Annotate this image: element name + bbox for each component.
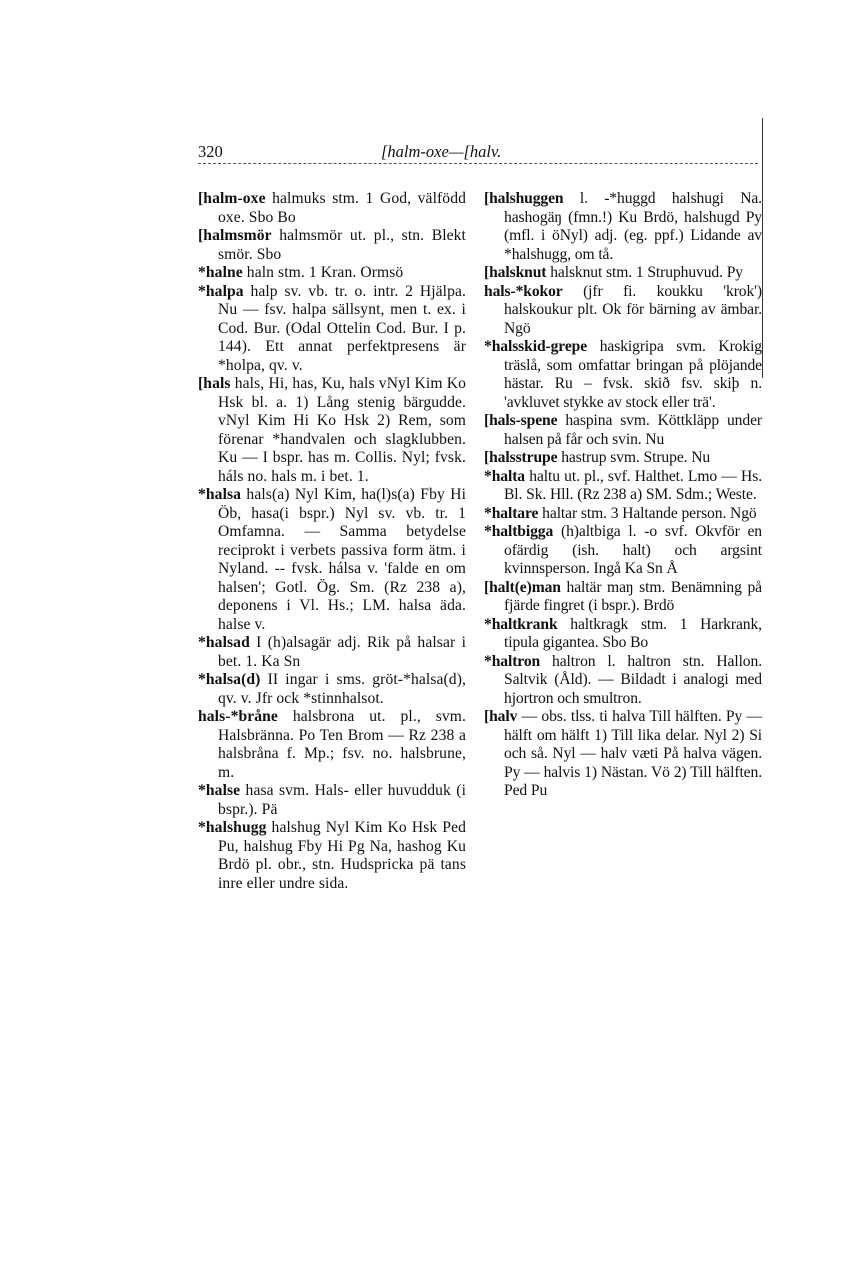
dictionary-entry <box>198 782 466 819</box>
entry-headword: [hals <box>198 375 231 392</box>
entry-headword: [halv <box>484 708 518 725</box>
entry-text: halmsmör ut. pl., stn. Blekt smör. Sbo <box>218 227 466 263</box>
margin-line <box>762 118 763 378</box>
dictionary-entry <box>198 708 466 782</box>
entry-headword: *halse <box>198 782 241 799</box>
dictionary-entry <box>198 634 466 671</box>
entry-headword: [halm-oxe <box>198 190 266 207</box>
entry-text: haltkragk stm. 1 Harkrank, tipula gigantea. Sbo Bo <box>504 615 762 651</box>
dictionary-entry <box>484 338 762 412</box>
dictionary-entry <box>484 579 762 616</box>
entry-text: hasa svm. Hals- eller huvudduk (i bspr.). Pä <box>218 782 466 818</box>
header-rule <box>198 163 758 164</box>
entry-text: halmuks stm. 1 God, välfödd oxe. Sbo Bo <box>218 190 466 226</box>
entry-headword: [halt(e)man <box>484 578 561 596</box>
page-number: 320 <box>198 142 223 161</box>
entry-text: haspina svm. Köttkläpp under halsen på får och svin. Nu <box>504 412 762 448</box>
dictionary-entry <box>198 190 466 227</box>
dictionary-entry <box>484 523 762 579</box>
entry-text: haln stm. 1 Kran. Ormsö <box>246 264 404 281</box>
entry-text: I (h)alsagär adj. Rik på halsar i bet. 1. Ka Sn <box>218 634 467 670</box>
dictionary-entry <box>198 283 466 376</box>
left-column <box>198 190 466 893</box>
entry-text: hals(a) Nyl Kim, ha(l)s(a) Fby Hi Öb, hasa(i bspr.) Nyl sv. vb. tr. 1 Omfamna. — Samma betydelse reciprokt i verbets passiva form ätm. i Nyland. -- fvsk. hálsa v. 'falde en om halsen'; Gotl. Ög. Sm. (Rz 238 a), deponens i Vl. Hs.; LM. halsa äda. halse v. <box>218 486 467 633</box>
entry-headword: hals-*kokor <box>484 282 563 300</box>
running-head: [halm-oxe—[halv. <box>381 142 502 161</box>
entry-text: halp sv. vb. tr. o. intr. 2 Hjälpa. Nu — fsv. halpa sällsynt, men t. ex. i Cod. Bur. (Odal Ottelin Cod. Bur. I p. 144). Ett annat perfektpresens är *holpa, qv. v. <box>218 282 466 374</box>
entry-text: hals, Hi, has, Ku, hals vNyl Kim Ko Hsk bl. a. 1) Lång stenig bärgudde. vNyl Kim Hi Ko Hsk 2) Rem, som förenar *handvalen och slagklubben. Ku — I bspr. has m. Collis. Nyl; fvsk. háls no. hals m. i bet. 1. <box>218 375 467 485</box>
dictionary-entry <box>484 505 762 524</box>
entry-headword: *halpa <box>198 282 244 300</box>
entry-text: halshug Nyl Kim Ko Hsk Ped Pu, halshug Fby Hi Pg Na, hashog Ku Brdö pl. obr., stn. Hudspricka pä tans inre eller undre sida. <box>218 819 466 892</box>
dictionary-entry <box>484 616 762 653</box>
entry-text: halsknut stm. 1 Struphuvud. Py <box>550 264 743 281</box>
dictionary-entry <box>484 190 762 264</box>
entry-text: (jfr fi. koukku 'krok') halskoukur plt. Ok för bärning av ämbar. Ngö <box>504 282 762 337</box>
dictionary-entry <box>484 468 762 505</box>
entry-headword: [hals-spene <box>484 412 558 429</box>
entry-text: haltar stm. 3 Haltande person. Ngö <box>542 504 757 522</box>
entry-headword: *haltare <box>484 504 539 522</box>
entry-text: haltu ut. pl., svf. Halthet. Lmo — Hs. Bl. Sk. Hll. (Rz 238 a) SM. Sdm.; Weste. <box>504 467 762 503</box>
entry-headword: *haltkrank <box>484 615 558 633</box>
entry-text: hastrup svm. Strupe. Nu <box>561 449 711 466</box>
entry-headword: *halsa(d) <box>198 671 261 688</box>
dictionary-entry <box>484 653 762 709</box>
entry-headword: [halsstrupe <box>484 449 558 466</box>
entry-headword: *halsa <box>198 486 242 503</box>
entry-headword: *haltron <box>484 652 541 670</box>
right-column <box>484 190 762 801</box>
entry-text: haskigripa svm. Krokig träslå, som omfattar bringan på plöjande hästar. Ru – fvsk. skið fsv. skiþ n. 'avkluvet stykke av stock eller trä'. <box>504 338 762 411</box>
entry-text: haltär maŋ stm. Benämning på fjärde fingret (i bspr.). Brdö <box>504 578 762 614</box>
dictionary-entry <box>198 486 466 634</box>
entry-headword: *halta <box>484 467 525 485</box>
entry-headword: *haltbigga <box>484 523 554 540</box>
entry-headword: [halshuggen <box>484 190 564 207</box>
entry-text: l. -*huggd halshugi Na. hashogäŋ (fmn.!) Ku Brdö, halshugd Py (mfl. i öNyl) adj. (eg. ppf.) Lidande av *halshugg, om tå. <box>504 190 762 263</box>
dictionary-entry <box>198 227 466 264</box>
dictionary-entry <box>484 264 762 283</box>
entry-headword: *halne <box>198 264 243 281</box>
dictionary-entry <box>484 449 762 468</box>
dictionary-entry <box>484 708 762 801</box>
entry-text: halsbrona ut. pl., svm. Halsbränna. Po Ten Brom — Rz 238 a halsbråna f. Mp.; fsv. no. halsbrune, m. <box>218 708 467 781</box>
dictionary-entry <box>198 375 466 486</box>
entry-text: (h)altbiga l. -o svf. Okvför en ofärdig (ish. halt) och argsint kvinnsperson. Ingå Ka Sn Å <box>504 523 762 577</box>
entry-headword: *halshugg <box>198 819 267 836</box>
dictionary-entry <box>198 671 466 708</box>
entry-headword: *halsskid-grepe <box>484 338 588 355</box>
entry-text: — obs. tlss. ti halva Till hälften. Py — hälft om hälft 1) Till lika delar. Nyl 2) Si och så. Nyl — halv væti På halva vägen. Py — halvis 1) Nästan. Vö 2) Till hälften. Ped Pu <box>504 708 762 799</box>
dictionary-entry <box>198 819 466 893</box>
entry-headword: [halsknut <box>484 264 547 281</box>
entry-text: II ingar i sms. gröt-*halsa(d), qv. v. Jfr ock *stinnhalsot. <box>218 671 466 707</box>
entry-headword: *halsad <box>198 634 250 651</box>
entry-text: haltron l. haltron stn. Hallon. Saltvik (Åld). — Bildadt i analogi med hjortron och smultron. <box>504 652 762 707</box>
dictionary-entry <box>198 264 466 283</box>
dictionary-entry <box>484 283 762 339</box>
dictionary-entry <box>484 412 762 449</box>
entry-headword: [halmsmör <box>198 227 272 244</box>
entry-headword: hals-*bråne <box>198 708 278 725</box>
